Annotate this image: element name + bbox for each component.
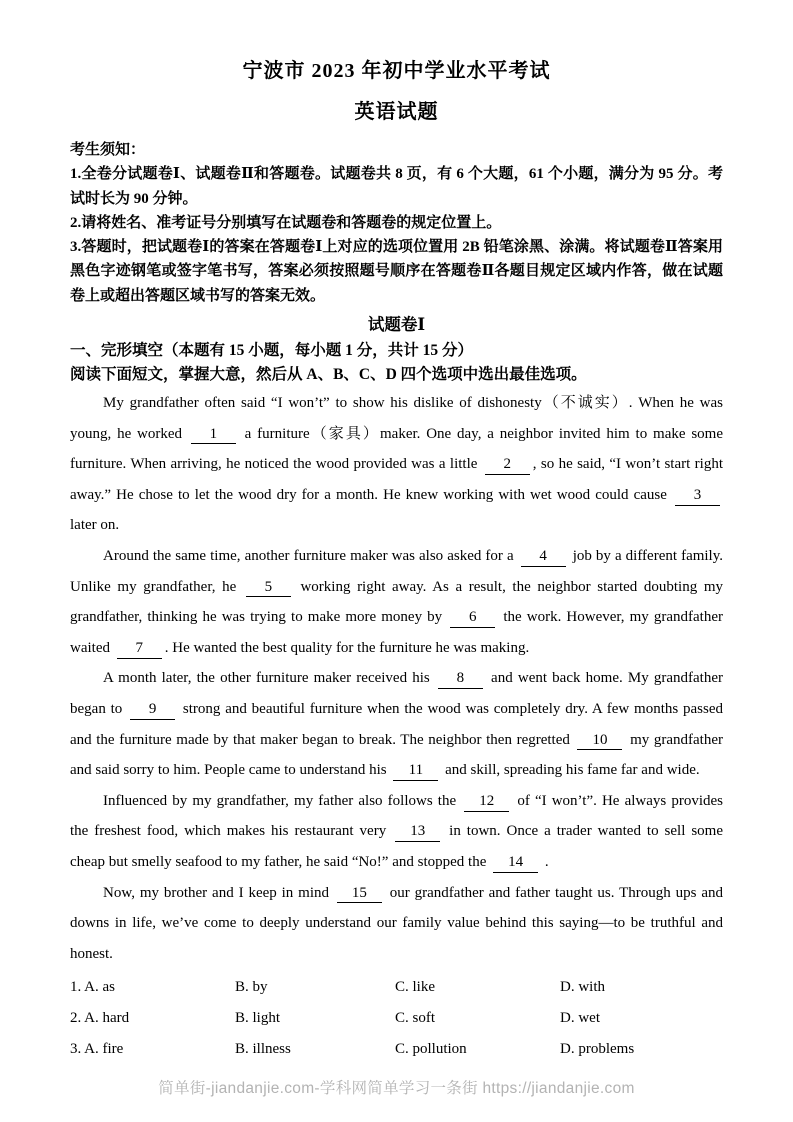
part-one-heading: 一、完形填空（本题有 15 小题，每小题 1 分，共计 15 分） xyxy=(70,342,474,360)
cloze-blank-6: 6 xyxy=(450,608,495,628)
notice-item: 1.全卷分试题卷Ⅰ、试题卷Ⅱ和答题卷。试题卷共 8 页，有 6 个大题，61 个小题，满分为 95 分。考试时长为 90 分钟。 xyxy=(70,166,723,207)
cloze-blank-15: 15 xyxy=(337,884,382,904)
option-d: D. with xyxy=(560,979,605,996)
option-row xyxy=(70,1034,723,1065)
cloze-blank-10: 10 xyxy=(577,731,622,751)
cloze-blank-12: 12 xyxy=(464,792,509,812)
exam-subject-title: 英语试题 xyxy=(354,101,439,123)
cloze-blank-13: 13 xyxy=(395,822,440,842)
option-b: B. illness xyxy=(235,1040,291,1057)
cloze-options xyxy=(70,972,723,1064)
option-c: C. soft xyxy=(395,1010,436,1027)
option-a: 3. A. fire xyxy=(70,1040,124,1057)
notice-heading: 考生须知： xyxy=(70,142,146,158)
cloze-blank-1: 1 xyxy=(191,425,236,445)
option-b: B. by xyxy=(235,979,268,996)
passage-paragraph: Now, my brother and I keep in mind 15 our grandfather and father taught us. Through ups and downs in life, we’ve come to deeply understand our family value behind this saying—to be truthful and honest. xyxy=(70,884,723,962)
cloze-passage xyxy=(70,388,723,969)
cloze-blank-9: 9 xyxy=(130,700,175,720)
cloze-blank-7: 7 xyxy=(117,639,162,659)
cloze-blank-2: 2 xyxy=(485,455,530,475)
option-row xyxy=(70,972,723,1003)
notice-item: 3.答题时，把试题卷Ⅰ的答案在答题卷Ⅰ上对应的选项位置用 2B 铅笔涂黑、涂满。将试题卷Ⅱ答案用黑色字迹钢笔或签字笔书写，答案必须按照题号顺序在答题卷Ⅱ各题目规定区域内作答，做在试题卷上或超出答题区域书写的答案无效。 xyxy=(70,239,723,304)
passage-paragraph: Around the same time, another furniture maker was also asked for a 4 job by a different family. Unlike my grandfather, he 5 working right away. As a result, the neighbor started doubting my grandfather, thinking he was trying to make more money by 6 the work. However, my grandfather waited 7 . He wanted the best quality for the furniture he was making. xyxy=(70,541,723,663)
passage-paragraph: Influenced by my grandfather, my father also follows the 12 of “I won’t”. He always provides the freshest food, which makes his restaurant very 13 in town. Once a trader wanted to sell some cheap but smelly seafood to my father, he said “No!” and stopped the 14 . xyxy=(70,786,723,878)
notice-list xyxy=(70,162,723,308)
cloze-blank-5: 5 xyxy=(246,578,291,598)
cloze-blank-4: 4 xyxy=(521,547,566,567)
option-a: 2. A. hard xyxy=(70,1010,130,1027)
exam-title: 宁波市 2023 年初中学业水平考试 xyxy=(242,60,551,82)
option-c: C. like xyxy=(395,979,435,996)
option-d: D. problems xyxy=(560,1040,635,1057)
option-d: D. wet xyxy=(560,1010,600,1027)
paper-section-label: 试题卷Ⅰ xyxy=(367,315,426,335)
cloze-blank-8: 8 xyxy=(438,669,483,689)
cloze-blank-14: 14 xyxy=(493,853,538,873)
cloze-instruction: 阅读下面短文，掌握大意，然后从 A、B、C、D 四个选项中选出最佳选项。 xyxy=(70,366,587,384)
candidate-notice xyxy=(70,138,723,308)
watermark-footer: 简单街-jiandanjie.com-学科网简单学习一条街 https://jiandanjie.com xyxy=(158,1080,635,1097)
option-a: 1. A. as xyxy=(70,979,115,996)
passage-paragraph: My grandfather often said “I won’t” to show his dislike of dishonesty（不诚实）. When he was young, he worked 1 a furniture（家具）maker. One day, a neighbor invited him to make some furniture. When arriving, he noticed the wood provided was a little 2 , so he said, “I won’t start right away.” He chose to let the wood dry for a month. He knew working with wet wood could cause 3 later on. xyxy=(70,395,723,534)
cloze-blank-3: 3 xyxy=(675,486,720,506)
cloze-blank-11: 11 xyxy=(393,761,438,781)
passage-paragraph: A month later, the other furniture maker received his 8 and went back home. My grandfather began to 9 strong and beautiful furniture when the wood was completely dry. A few months passed and the furniture made by that maker began to break. The neighbor then regretted 10 my grandfather and said sorry to him. People came to understand his 11 and skill, spreading his fame far and wide. xyxy=(70,663,723,785)
option-b: B. light xyxy=(235,1010,281,1027)
option-row xyxy=(70,1003,723,1034)
notice-item: 2.请将姓名、准考证号分别填写在试题卷和答题卷的规定位置上。 xyxy=(70,214,502,231)
option-c: C. pollution xyxy=(395,1040,467,1057)
